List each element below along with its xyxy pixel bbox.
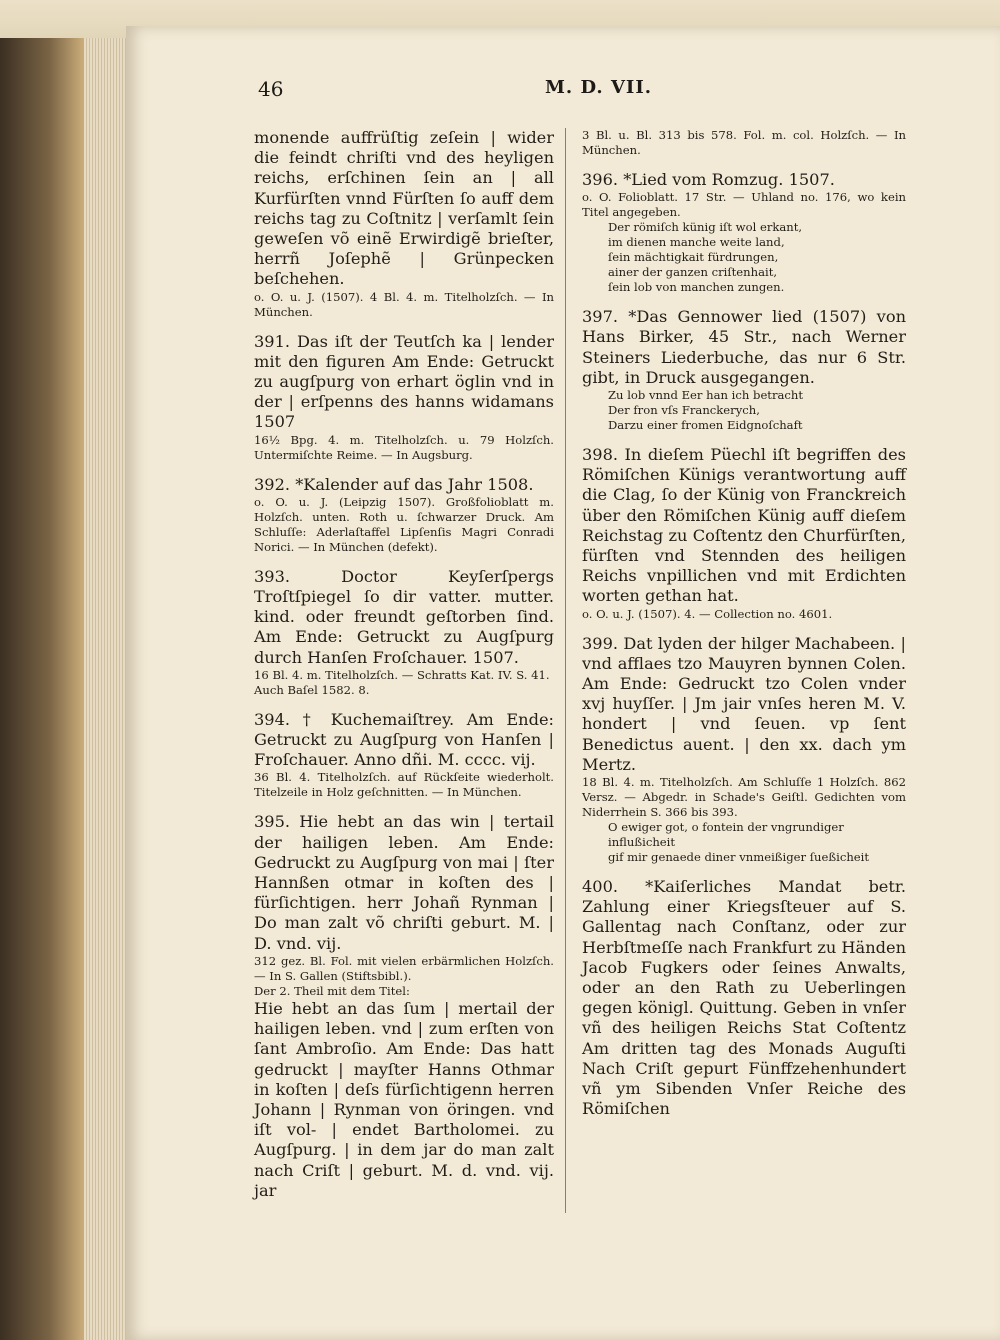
entry-text: monende auffrüſtig zeſein | wider die feindt chriſti vnd des heyligen reichs, erſchinen ſein an | all Kurfürſten vnnd Fürſten ſo auff dem reichs tag zu Coſtnitz | verſamlt ſein geweſen võ einẽ Erwirdigẽ brieſter, herrñ Joſephẽ | Grünpecken beſchehen. (254, 128, 554, 289)
page-number: 46 (258, 77, 284, 101)
verse-line: ſein mächtigkait fürdrungen, (608, 250, 779, 265)
entry-text: 398. In dieſem Püechl iſt begriffen des Römiſchen Künigs verantwortung auff die Clag, ſo der Künig von Franckreich über den Römiſchen Künig auff dieſem Reichstag zu Coſtentz den Churfürſten, fürſten vnd Stennden des heiligen Reichs vnpillichen vnd mit Erdichten worten gethan hat. (582, 445, 906, 606)
verse-line: gif mir genaede diner vnmeißiger ſueßicheit (608, 850, 870, 865)
bibliographic-note: Auch Baſel 1582. 8. (254, 682, 370, 697)
bibliographic-note: 16½ Bpg. 4. m. Titelholzſch. u. 79 Holzſch. Untermiſchte Reime. — In Augsburg. (254, 432, 554, 462)
entry-text: 393. Doctor Keyſerſpergs Troſtſpiegel ſo dir vatter. mutter. kind. oder freundt geſtorben ſind. Am Ende: Getruckt zu Augſpurg durch Hanſen Froſchauer. 1507. (254, 566, 554, 667)
verse-line: O ewiger got, o fontein der vngrundiger influßicheit (608, 820, 844, 850)
entry-spacer (582, 295, 906, 307)
entry-spacer (254, 463, 554, 475)
verse-line: ſein lob von manchen zungen. (608, 280, 785, 295)
left-column (254, 128, 554, 1201)
page-edges (84, 0, 130, 1340)
bibliographic-note: 18 Bl. 4. m. Titelholzſch. Am Schluſſe 1 Holzſch. 862 Versz. — Abgedr. in Schade's Geiſtl. Gedichten vom Niderrhein S. 366 bis 393. (582, 775, 906, 820)
column-divider (565, 128, 566, 1213)
entry-text: 395. Hie hebt an das win | tertail der hailigen leben. Am Ende: Gedruckt zu Augſpurg von mai | ſter Hannßen otmar in koſten des | fürſichtigen. herr Johañ Rynman | Do man zalt võ chriſti geburt. M. | D. vnd. vij. (254, 812, 554, 953)
right-column (582, 128, 906, 1120)
entry-spacer (254, 320, 554, 332)
entry-text: 399. Dat lyden der hilger Machabeen. | vnd afflaes tzo Mauyren bynnen Colen. Am Ende: Gedruckt tzo Colen vnder xvj huyſſer. | Jm jair vnſes heren M. V. hondert | vnd ſeuen. vp ſent Benedictus auent. | den xx. dach ym Mertz. (582, 633, 906, 774)
entry-spacer (254, 555, 554, 567)
entry-text: 391. Das iſt der Teutſch ka | lender mit den figuren Am Ende: Getruckt zu augſpurg von erhart öglin vnd in der | erſpenns des hanns widamans 1507 (254, 331, 554, 432)
bibliographic-note: o. O. u. J. (Leipzig 1507). Großfolioblatt m. Holzſch. unten. Roth u. ſchwarzer Druck. Am Schluſſe: Aderlaſtaffel Lipſenſis Magri Conradi Norici. — In München (defekt). (254, 494, 554, 554)
entry-text: 392. *Kalender auf das Jahr 1508. (254, 474, 534, 494)
entry-text: 397. *Das Gennower lied (1507) von Hans Birker, 45 Str., nach Werner Steiners Liederbuche, das nur 6 Str. gibt, in Druck ausgegangen. (582, 307, 906, 387)
bibliographic-note: o. O. Folioblatt. 17 Str. — Uhland no. 176, wo kein Titel angegeben. (582, 190, 906, 220)
entry-text: 394. † Kuchemaiſtrey. Am Ende: Getruckt zu Augſpurg von Hanſen | Froſchauer. Anno dñi. M. cccc. vij. (254, 709, 554, 770)
bibliographic-note: o. O. u. J. (1507). 4 Bl. 4. m. Titelholzſch. — In München. (254, 289, 554, 319)
bibliographic-note: 36 Bl. 4. Titelholzſch. auf Rückſeite wiederholt. Titelzeile in Holz geſchnitten. — In München. (254, 770, 554, 800)
verse-line: Der fron vſs Franckerych, (608, 403, 760, 418)
verse-line: ainer der ganzen criſtenhait, (608, 265, 778, 280)
bibliographic-note: 312 gez. Bl. Fol. mit vielen erbärmlichen Holzſch. — In S. Gallen (Stiftsbibl.). (254, 953, 554, 983)
entry-text: 400. *Kaiſerliches Mandat betr. Zahlung einer Kriegsſteuer auf S. Gallentag nach Conſtanz, oder zur Herbſtmeſſe nach Frankfurt zu Händen Jacob Fugkers oder ſeines Anwalts, oder an den Rath zu Ueberlingen gegen königl. Quittung. Geben in vnſer vñ des heiligen Reichs Stat Coſtentz Am dritten tag des Monads Auguſti Nach Criſt gepurt Fünffzehenhundert vñ ym Sibenden Vnſer Reiche des Römiſchen (582, 877, 906, 1119)
bibliographic-note: 3 Bl. u. Bl. 313 bis 578. Fol. m. col. Holzſch. — In München. (582, 128, 906, 157)
entry-spacer (254, 800, 554, 812)
verse-line: Darzu einer fromen Eidgnoſchaft (608, 418, 803, 433)
bibliographic-note: 16 Bl. 4. m. Titelholzſch. — Schratts Kat. IV. S. 41. (254, 667, 550, 682)
verse-line: Der römiſch künig iſt wol erkant, (608, 220, 803, 235)
entry-spacer (582, 622, 906, 634)
entry-spacer (582, 158, 906, 170)
entry-spacer (582, 865, 906, 877)
entry-text: 396. *Lied vom Romzug. 1507. (582, 170, 835, 189)
entry-spacer (254, 698, 554, 710)
bibliographic-note: Der 2. Theil mit dem Titel: (254, 983, 410, 998)
verse-line: Zu lob vnnd Eer han ich betracht (608, 388, 804, 403)
verse-line: im dienen manche weite land, (608, 235, 785, 250)
bibliographic-note: o. O. u. J. (1507). 4. — Collection no. 4601. (582, 606, 833, 621)
running-head: M. D. VII. (545, 77, 653, 98)
entry-text: Hie hebt an das ſum | mertail der hailigen leben. vnd | zum erſten von ſant Ambroſio. Am Ende: Das hatt gedruckt | mayſter Hanns Othmar in koſten | deſs fürſichtigenn herren Johann | Rynman von öringen. vnd iſt vol- | endet Bartholomei. zu Augſpurg. | in dem jar do man zalt nach Criſt | geburt. M. d. vnd. vij. jar (254, 998, 554, 1200)
entry-spacer (582, 433, 906, 445)
